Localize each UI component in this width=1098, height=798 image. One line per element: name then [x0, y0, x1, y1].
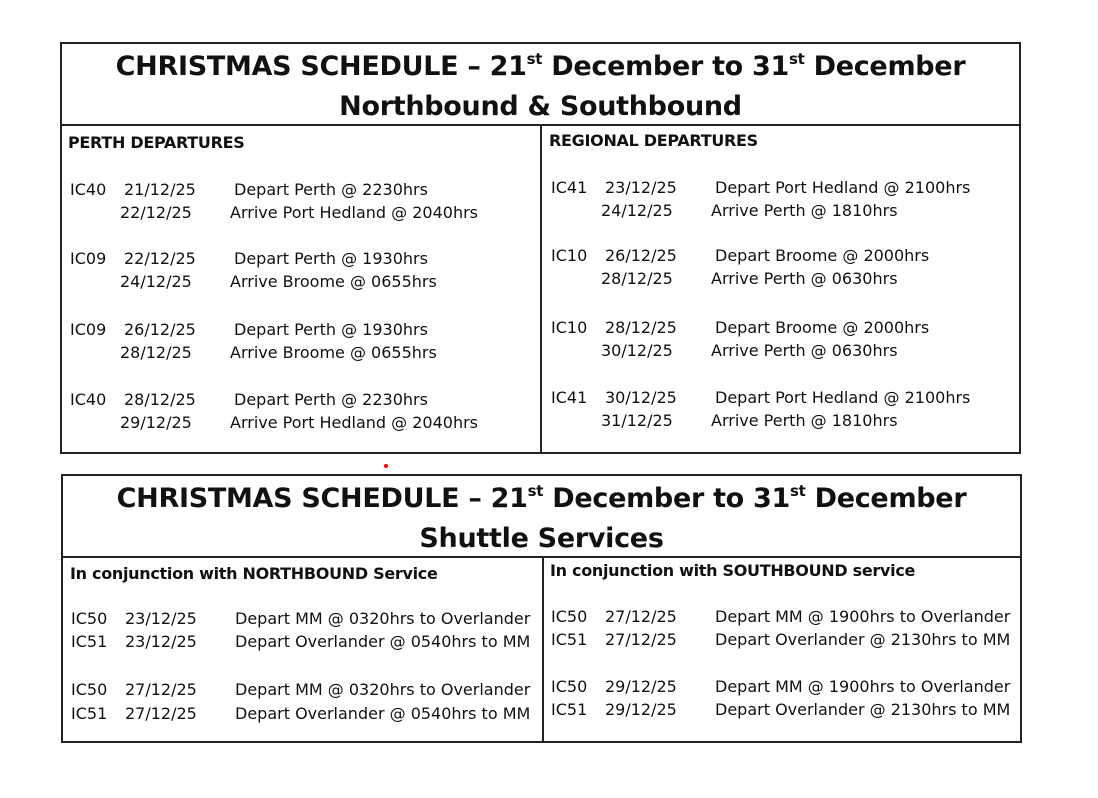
column-divider	[540, 124, 542, 452]
service-code: IC09	[70, 249, 107, 268]
service-date: 27/12/25	[125, 680, 197, 699]
title-text: December	[804, 51, 966, 82]
departure-text: Depart Perth @ 1930hrs	[234, 249, 428, 268]
arrival-date: 22/12/25	[120, 203, 192, 222]
arrival-date: 28/12/25	[120, 343, 192, 362]
arrival-date: 31/12/25	[601, 411, 673, 430]
departure-text: Depart Perth @ 1930hrs	[234, 320, 428, 339]
service-date: 29/12/25	[605, 677, 677, 696]
title-text: December	[805, 483, 967, 514]
schedule-subtitle: Shuttle Services	[419, 523, 664, 554]
regional-departures-header: REGIONAL DEPARTURES	[549, 131, 758, 150]
departure-date: 23/12/25	[605, 178, 677, 197]
service-code: IC41	[551, 388, 588, 407]
service-code: IC10	[551, 318, 588, 337]
arrival-text: Arrive Perth @ 1810hrs	[711, 411, 898, 430]
southbound-conjunction-header: In conjunction with SOUTHBOUND service	[550, 561, 916, 580]
title-superscript: st	[527, 482, 544, 500]
arrival-date: 29/12/25	[120, 413, 192, 432]
service-text: Depart MM @ 0320hrs to Overlander	[235, 680, 531, 699]
departure-text: Depart Broome @ 2000hrs	[715, 246, 930, 265]
service-text: Depart Overlander @ 0540hrs to MM	[235, 632, 531, 651]
service-code: IC40	[70, 180, 107, 199]
schedule-title	[63, 479, 1020, 519]
service-text: Depart MM @ 1900hrs to Overlander	[715, 607, 1011, 626]
service-code: IC40	[70, 390, 107, 409]
service-code: IC09	[70, 320, 107, 339]
service-date: 29/12/25	[605, 700, 677, 719]
service-text: Depart MM @ 1900hrs to Overlander	[715, 677, 1011, 696]
service-text: Depart Overlander @ 2130hrs to MM	[715, 630, 1011, 649]
service-code: IC50	[71, 609, 108, 628]
service-code: IC50	[551, 677, 588, 696]
northbound-southbound-schedule	[60, 42, 1021, 454]
red-dot-mark	[384, 464, 388, 468]
title-superscript: st	[789, 50, 805, 68]
service-code: IC50	[551, 607, 588, 626]
title-text: CHRISTMAS SCHEDULE – 21	[115, 51, 527, 82]
departure-date: 21/12/25	[124, 180, 196, 199]
arrival-date: 28/12/25	[601, 269, 673, 288]
service-text: Depart MM @ 0320hrs to Overlander	[235, 609, 531, 628]
title-text: CHRISTMAS SCHEDULE – 21	[116, 483, 528, 514]
arrival-date: 24/12/25	[120, 272, 192, 291]
departure-text: Depart Port Hedland @ 2100hrs	[715, 388, 971, 407]
title-superscript: st	[526, 50, 543, 68]
schedule-header	[62, 44, 1019, 126]
service-date: 27/12/25	[125, 704, 197, 723]
schedule-subtitle: Northbound & Southbound	[339, 91, 742, 122]
arrival-date: 24/12/25	[601, 201, 673, 220]
departure-date: 28/12/25	[605, 318, 677, 337]
departure-date: 30/12/25	[605, 388, 677, 407]
service-code: IC10	[551, 246, 588, 265]
arrival-text: Arrive Port Hedland @ 2040hrs	[230, 413, 478, 432]
service-date: 27/12/25	[605, 607, 677, 626]
service-code: IC51	[551, 700, 588, 719]
column-divider	[542, 556, 544, 741]
service-date: 23/12/25	[125, 632, 197, 651]
service-code: IC41	[551, 178, 588, 197]
service-date: 27/12/25	[605, 630, 677, 649]
service-code: IC51	[71, 632, 108, 651]
title-text: December to 31	[542, 51, 789, 82]
arrival-date: 30/12/25	[601, 341, 673, 360]
departure-text: Depart Perth @ 2230hrs	[234, 180, 428, 199]
title-superscript: st	[790, 482, 806, 500]
northbound-conjunction-header: In conjunction with NORTHBOUND Service	[70, 564, 438, 583]
service-code: IC51	[551, 630, 588, 649]
arrival-text: Arrive Perth @ 0630hrs	[711, 341, 898, 360]
schedule-title	[62, 47, 1019, 87]
arrival-text: Arrive Broome @ 0655hrs	[230, 343, 437, 362]
departure-date: 26/12/25	[605, 246, 677, 265]
departure-date: 28/12/25	[124, 390, 196, 409]
service-code: IC50	[71, 680, 108, 699]
shuttle-services-schedule	[61, 474, 1022, 743]
departure-date: 22/12/25	[124, 249, 196, 268]
service-text: Depart Overlander @ 0540hrs to MM	[235, 704, 531, 723]
arrival-text: Arrive Broome @ 0655hrs	[230, 272, 437, 291]
perth-departures-header: PERTH DEPARTURES	[68, 133, 245, 152]
schedule-header	[63, 476, 1020, 558]
departure-date: 26/12/25	[124, 320, 196, 339]
service-text: Depart Overlander @ 2130hrs to MM	[715, 700, 1011, 719]
service-code: IC51	[71, 704, 108, 723]
departure-text: Depart Perth @ 2230hrs	[234, 390, 428, 409]
departure-text: Depart Broome @ 2000hrs	[715, 318, 930, 337]
arrival-text: Arrive Perth @ 1810hrs	[711, 201, 898, 220]
departure-text: Depart Port Hedland @ 2100hrs	[715, 178, 971, 197]
arrival-text: Arrive Port Hedland @ 2040hrs	[230, 203, 478, 222]
title-text: December to 31	[543, 483, 790, 514]
service-date: 23/12/25	[125, 609, 197, 628]
arrival-text: Arrive Perth @ 0630hrs	[711, 269, 898, 288]
